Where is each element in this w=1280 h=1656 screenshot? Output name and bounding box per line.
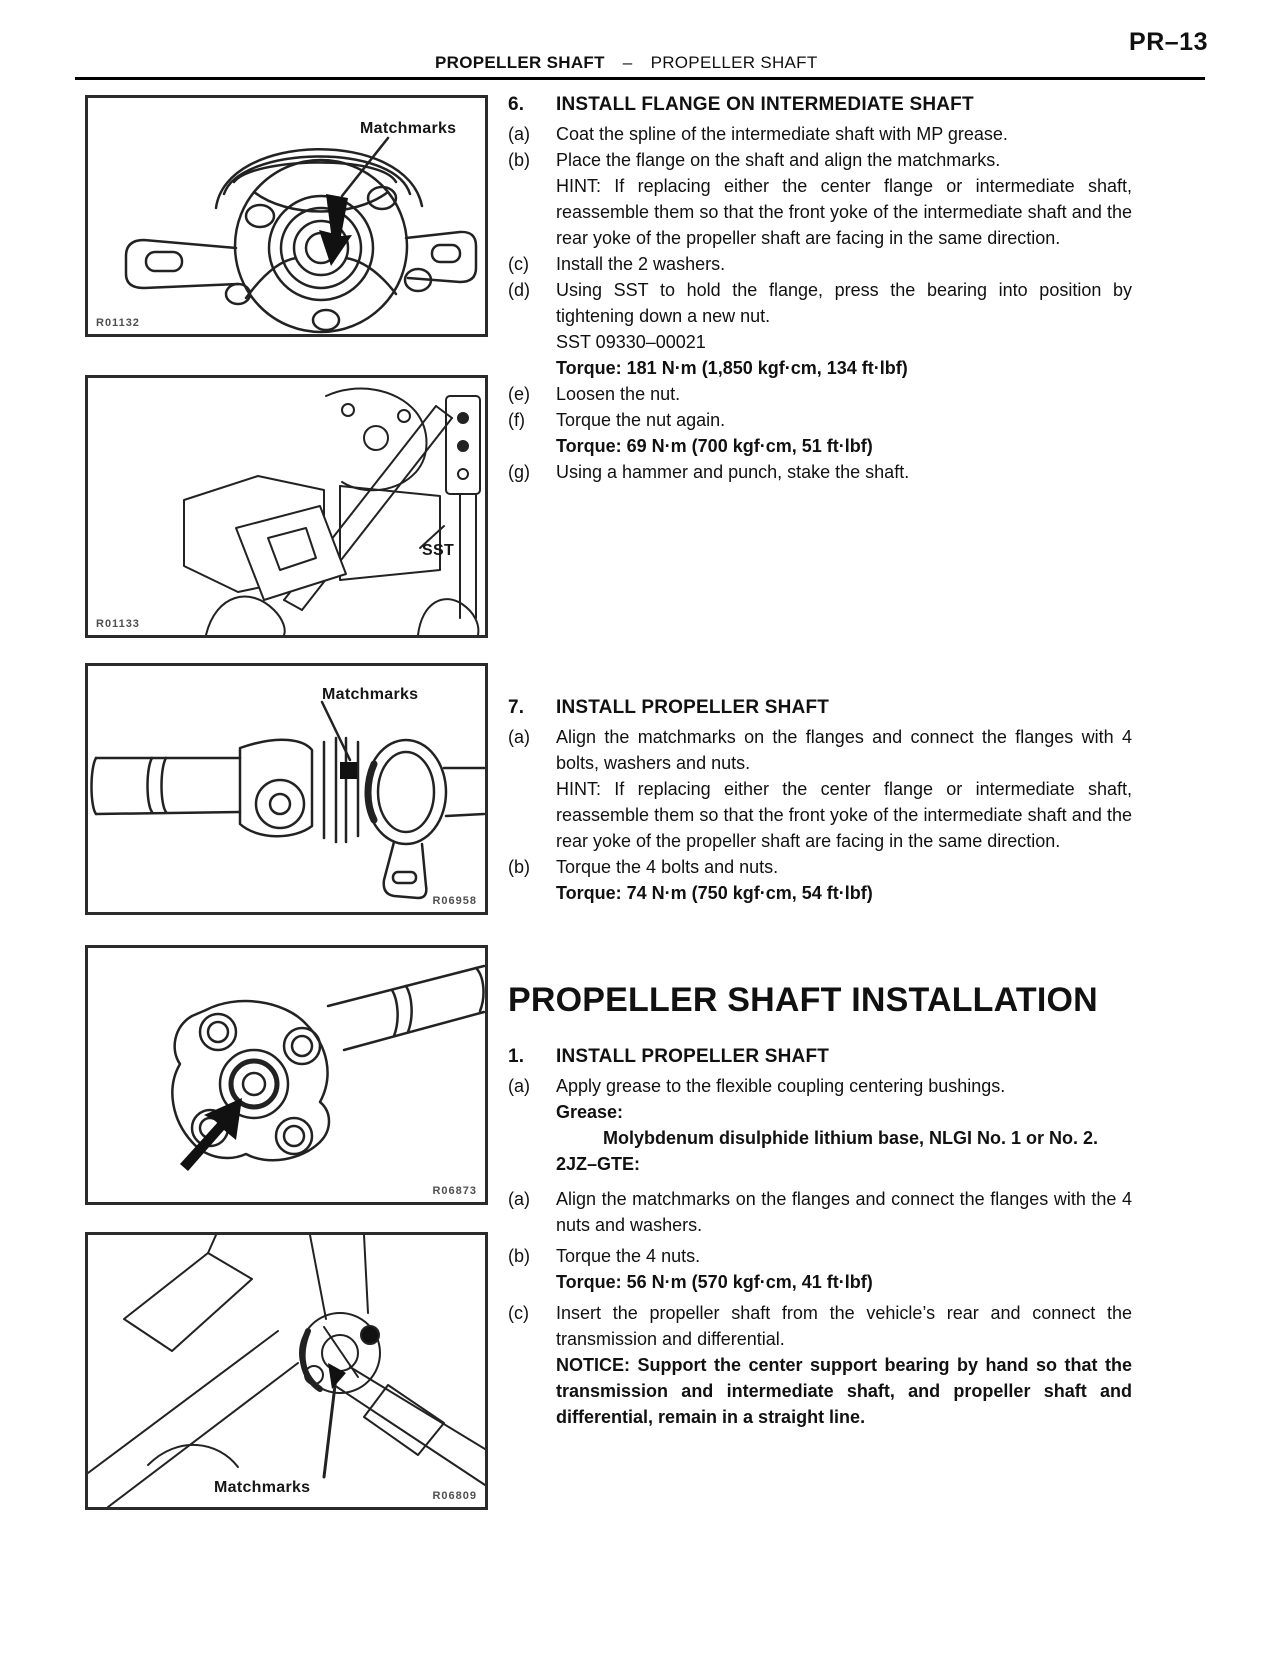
- matchmark-arrow-icon: [328, 1363, 346, 1389]
- figure-label-sst: SST: [422, 542, 455, 559]
- item-marker: (b): [508, 1246, 530, 1266]
- item-text: Align the matchmarks on the flanges and connect the flanges with the 4 nuts and washers.: [556, 1189, 1132, 1235]
- installation-heading: PROPELLER SHAFT INSTALLATION: [508, 981, 1098, 1019]
- step-item: [508, 1243, 1132, 1295]
- item-marker: (a): [508, 727, 530, 747]
- torque-spec: Torque: 181 N·m (1,850 kgf·cm, 134 ft·lbf): [556, 358, 908, 378]
- figure-shaft-matchmarks: [85, 663, 488, 915]
- section-title-text: INSTALL PROPELLER SHAFT: [556, 1046, 830, 1067]
- grease-label: Grease:: [556, 1102, 624, 1122]
- item-text: Place the flange on the shaft and align the matchmarks.: [556, 150, 1001, 170]
- figure-code: R06873: [432, 1185, 477, 1197]
- figure-code: R06809: [432, 1490, 477, 1502]
- figure-code: R06958: [432, 895, 477, 907]
- page-number: PR–13: [1129, 28, 1208, 56]
- item-marker: (b): [508, 150, 530, 170]
- step-item: [508, 854, 1132, 906]
- figure-coupling-flange: [85, 945, 488, 1205]
- figure-label-matchmarks: Matchmarks: [322, 686, 419, 703]
- running-header-right: PROPELLER SHAFT: [650, 53, 818, 72]
- section-title: [508, 1044, 1132, 1070]
- step-item: [508, 1300, 1132, 1430]
- torque-spec: Torque: 74 N·m (750 kgf·cm, 54 ft·lbf): [556, 883, 873, 903]
- section-title-text: INSTALL PROPELLER SHAFT: [556, 697, 830, 718]
- figure-under-vehicle: [85, 1232, 488, 1510]
- section-6: [508, 92, 1132, 485]
- item-text: Torque the 4 nuts.: [556, 1246, 701, 1266]
- under-vehicle-illustration: [88, 1235, 485, 1507]
- item-marker: (e): [508, 384, 530, 404]
- running-header: [435, 53, 818, 73]
- hint-text: HINT: If replacing either the center flange or intermediate shaft, reassemble them so that the front yoke of the intermediate shaft and the rear yoke of the propeller shaft are facing in the same direction.: [556, 176, 1132, 248]
- figure-sst-press: [85, 375, 488, 638]
- step-item: [508, 1186, 1132, 1238]
- item-text: Using SST to hold the flange, press the bearing into position by tightening down a new nut.: [556, 280, 1132, 326]
- section-number: 1.: [508, 1046, 525, 1067]
- item-marker: (d): [508, 280, 530, 300]
- item-marker: (c): [508, 254, 529, 274]
- header-rule: [75, 77, 1205, 80]
- engine-variant-label: 2JZ–GTE:: [556, 1154, 641, 1174]
- step-item: [508, 407, 1132, 459]
- step-item: [508, 251, 1132, 277]
- item-marker: (f): [508, 410, 525, 430]
- item-text: Using a hammer and punch, stake the shaft.: [556, 462, 910, 482]
- sst-spec: SST 09330–00021: [556, 332, 706, 352]
- item-text: Torque the 4 bolts and nuts.: [556, 857, 779, 877]
- step-item: [508, 277, 1132, 381]
- step-item: [508, 724, 1132, 854]
- item-marker: (g): [508, 462, 530, 482]
- item-text: Coat the spline of the intermediate shaft with MP grease.: [556, 124, 1008, 144]
- torque-spec: Torque: 69 N·m (700 kgf·cm, 51 ft·lbf): [556, 436, 873, 456]
- step-item: [508, 459, 1132, 485]
- sst-press-illustration: [88, 378, 485, 635]
- figure-code: R01132: [96, 317, 140, 329]
- item-text: Apply grease to the flexible coupling centering bushings.: [556, 1076, 1006, 1096]
- running-header-separator: –: [622, 53, 633, 72]
- torque-spec: Torque: 56 N·m (570 kgf·cm, 41 ft·lbf): [556, 1272, 873, 1292]
- coupling-flange-illustration: [88, 948, 485, 1202]
- section-title-text: INSTALL FLANGE ON INTERMEDIATE SHAFT: [556, 94, 974, 115]
- step-item: [508, 147, 1132, 251]
- section-title: [508, 92, 1132, 118]
- item-marker: (c): [508, 1303, 529, 1323]
- section-number: 7.: [508, 697, 525, 718]
- item-marker: (a): [508, 1189, 530, 1209]
- step-item: [508, 381, 1132, 407]
- item-marker: (a): [508, 1076, 530, 1096]
- item-text: Loosen the nut.: [556, 384, 681, 404]
- figure-label-matchmarks: Matchmarks: [214, 1479, 311, 1496]
- section-7: [508, 695, 1132, 906]
- matchmark-icon: [340, 762, 357, 779]
- item-text: Align the matchmarks on the flanges and connect the flanges with 4 bolts, washers and nuts.: [556, 727, 1132, 773]
- figure-label-matchmarks: Matchmarks: [360, 120, 457, 137]
- item-text: Torque the nut again.: [556, 410, 726, 430]
- grease-spec: Molybdenum disulphide lithium base, NLGI No. 1 or No. 2.: [603, 1128, 1099, 1148]
- running-header-left: PROPELLER SHAFT: [435, 53, 605, 72]
- figure-code: R01133: [96, 618, 140, 630]
- section-title: [508, 695, 1132, 721]
- installation-section: [508, 980, 1132, 1430]
- item-text: Install the 2 washers.: [556, 254, 726, 274]
- hint-text: HINT: If replacing either the center flange or intermediate shaft, reassemble them so that the front yoke of the intermediate shaft and the rear yoke of the propeller shaft are facing in the same direction.: [556, 779, 1132, 851]
- notice-text: NOTICE: Support the center support bearing by hand so that the transmission and intermediate shaft, and propeller shaft and differential, remain in a straight line.: [556, 1355, 1132, 1427]
- step-item: [508, 1073, 1132, 1177]
- section-number: 6.: [508, 94, 525, 115]
- shaft-matchmarks-illustration: [88, 666, 485, 912]
- step-item: [508, 121, 1132, 147]
- figure-bearing-flange: [85, 95, 488, 337]
- item-marker: (a): [508, 124, 530, 144]
- item-text: Insert the propeller shaft from the vehicle’s rear and connect the transmission and differential.: [556, 1303, 1132, 1349]
- item-marker: (b): [508, 857, 530, 877]
